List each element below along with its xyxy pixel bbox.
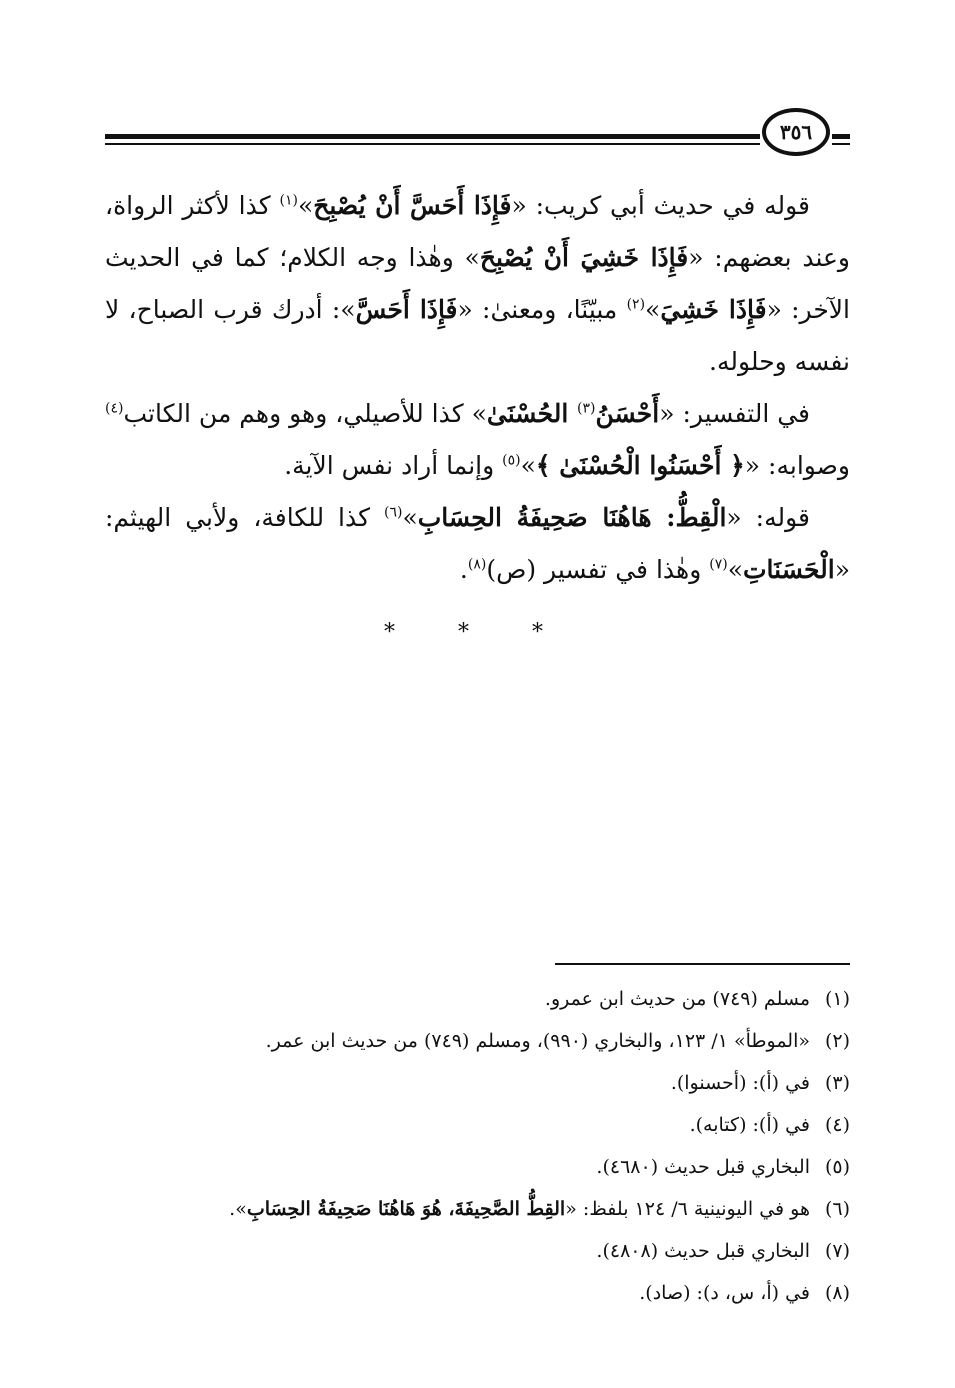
footnote-text: «الموطأ» ١/ ١٢٣، والبخاري (٩٩٠)، ومسلم (٧٤٩) من حديث ابن عمر. [265, 1030, 810, 1052]
footnote-item [105, 1272, 850, 1314]
text-run: قوله: « [726, 503, 810, 532]
text-run: قوله في حديث أبي كريب: « [511, 191, 810, 220]
text-run: وإنما أراد نفس الآية. [284, 451, 503, 480]
footnote-ref[interactable]: (٣) [577, 400, 596, 417]
footnote-item [105, 1230, 850, 1272]
footnote-item [105, 978, 850, 1020]
header-rule-thin [105, 143, 760, 145]
quoted-word: الحُسْنَىٰ [486, 399, 577, 428]
text-run: . [459, 555, 468, 584]
text-run: وهٰذا في تفسير (ص) [486, 555, 710, 584]
footnote-number: (٤) [824, 1114, 850, 1136]
text-run: »: أدرك قرب الصباح، لا نفسه وحلوله. [105, 295, 850, 376]
hadith-quote: فَإِذَا خَشِيَ [660, 295, 767, 324]
footnote-text: مسلم (٧٤٩) من حديث ابن عمرو. [544, 988, 810, 1010]
footnote-item [105, 1188, 850, 1230]
footnote-item [105, 1104, 850, 1146]
text-run: » [297, 191, 314, 220]
footnote-ref[interactable]: (٥) [502, 452, 521, 469]
footnote-number: (٥) [824, 1156, 850, 1178]
footnote-text: ». [229, 1198, 247, 1220]
footnote-ref[interactable]: (٦) [384, 504, 403, 521]
quran-verse: ﴿ أَحْسَنُوا الْحُسْنَىٰ ﴾ [535, 451, 745, 480]
text-run: وصوابه: « [744, 451, 850, 480]
quoted-word: أَحْسَنُ [595, 399, 660, 428]
footnote-number: (١) [824, 988, 850, 1010]
footnote-number: (٢) [824, 1030, 850, 1052]
paragraph-2 [105, 388, 850, 492]
footnote-text: هو في اليونينية ٦/ ١٢٤ بلفظ: « [565, 1198, 810, 1220]
hadith-quote: فَإِذَا أَحَسَّ [355, 295, 458, 324]
header-rule-thick [105, 134, 760, 139]
hadith-quote: فَإِذَا أَحَسَّ أَنْ يُصْبِحَ [313, 191, 512, 220]
footnotes [105, 978, 850, 1314]
footnote-text: في (أ، س، د): (صاد). [639, 1282, 810, 1304]
paragraph-1 [105, 180, 850, 388]
quoted-word: الْحَسَنَاتِ [743, 555, 835, 584]
main-text [105, 180, 850, 596]
page-header [105, 108, 850, 158]
text-run: كذا للكافة، ولأبي الهيثم: « [105, 503, 850, 584]
footnote-number: (٧) [824, 1240, 850, 1262]
footnote-item [105, 1062, 850, 1104]
footnote-ref[interactable]: (٨) [467, 556, 487, 573]
footnote-ref[interactable]: (٤) [105, 400, 124, 417]
text-run: في التفسير: « [659, 399, 811, 428]
footnote-ref[interactable]: (٧) [709, 556, 728, 573]
footnote-item [105, 1146, 850, 1188]
text-run: » وهٰذا وجه الكلام؛ كما في الحديث الآخر: « [105, 243, 851, 324]
page-number: ٣٥٦ [762, 108, 830, 156]
footnote-text: في (أ): (كتابه). [689, 1114, 810, 1136]
text-run: » [520, 451, 536, 480]
text-run: » كذا للأصيلي، وهو وهم من الكاتب [123, 399, 487, 428]
footnote-item [105, 1020, 850, 1062]
paragraph-3 [105, 492, 850, 596]
footnote-text: البخاري قبل حديث (٤٦٨٠). [596, 1156, 810, 1178]
section-separator: * * * [384, 620, 571, 645]
text-run: » [727, 555, 743, 584]
text-run: مبيّنًا، ومعنىٰ: « [457, 295, 627, 324]
footnote-ref[interactable]: (١) [279, 192, 298, 209]
hadith-quote: فَإِذَا خَشِيَ أَنْ يُصْبِحَ [479, 243, 689, 272]
footnote-number: (٣) [824, 1072, 850, 1094]
footnote-ref[interactable]: (٢) [626, 296, 646, 313]
text-run: » [645, 295, 661, 324]
text-run: » [402, 503, 418, 532]
footnote-text: في (أ): (أحسنوا). [670, 1072, 810, 1094]
text-run: كذا لأكثر الرواة، وعند بعضهم: « [105, 191, 850, 272]
footnote-number: (٦) [824, 1198, 850, 1220]
footnote-number: (٨) [824, 1282, 850, 1304]
footnote-quote: القِطُّ الصَّحِيفَةَ، هُوَ هَاهُنَا صَحِيفَةُ الحِسَابِ [246, 1198, 566, 1220]
header-rule-stub [832, 134, 850, 139]
footnote-text: البخاري قبل حديث (٤٨٠٨). [596, 1240, 810, 1262]
header-rule-stub-thin [832, 143, 850, 145]
footnote-rule [555, 963, 850, 965]
quoted-word: الْقِطُّ: هَاهُنَا صَحِيفَةُ الحِسَابِ [417, 503, 727, 532]
